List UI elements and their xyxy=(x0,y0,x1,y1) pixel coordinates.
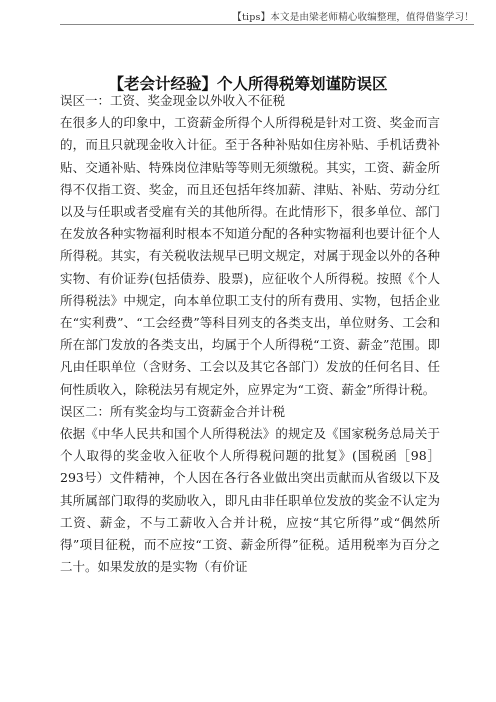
document-body xyxy=(60,90,440,578)
document-title: 【老会计经验】个人所得税筹划谨防误区 xyxy=(108,75,388,94)
section-paragraph-misconception-1: 在很多人的印象中，工资薪金所得个人所得税是针对工资、奖金而言的，而且只就现金收入计征。至于各种补贴如住房补贴、手机话费补贴、交通补贴、特殊岗位津贴等等则无须缴税。其实，工资、薪金所得不仅指工资、奖金，而且还包括年终加薪、津贴、补贴、劳动分红以及与任职或者受雇有关的其他所得。在此情形下，很多单位、部门在发放各种实物福利时根本不知道分配的各种实物福利也要计征个人所得税。其实，有关税收法规早已明文规定，对属于现金以外的各种实物、有价证券(包括债券、股票)，应征收个人所得税。按照《个人所得税法》中规定，向本单位职工支付的所有费用、实物，包括企业在“实利费”、“工会经费”等科目列支的各类支出，单位财务、工会和所在部门发放的各类支出，均属于个人所得税“工资、薪金”范围。即凡由任职单位（含财务、工会以及其它各部门）发放的任何名目、任何性质收入，除税法另有规定外，应界定为“工资、薪金”所得计税。 xyxy=(60,115,440,397)
header-tip-note: 【tips】本文是由梁老师精心收编整理，值得借鉴学习！ xyxy=(232,12,474,23)
section-heading-misconception-2: 误区二：所有奖金均与工资薪金合并计税 xyxy=(60,403,286,419)
section-heading-misconception-1: 误区一：工资、奖金现金以外收入不征税 xyxy=(60,93,286,108)
section-paragraph-misconception-2: 依据《中华人民共和国个人所得税法》的规定及《国家税务总局关于个人取得的奖金收入征收个人所得税问题的批复》(国税函［98］293号）文件精神，个人因在各行各业做出突出贡献而从省级以下及其所属部门取得的奖励收入，即凡由非任职单位发放的奖金不认定为工资、薪金，不与工薪收入合并计税，应按“其它所得”或“偶然所得”项目征税，而不应按“工资、薪金所得”征税。适用税率为百分之二十。如果发放的是实物（有价证 xyxy=(60,426,440,575)
header-divider xyxy=(60,24,474,25)
